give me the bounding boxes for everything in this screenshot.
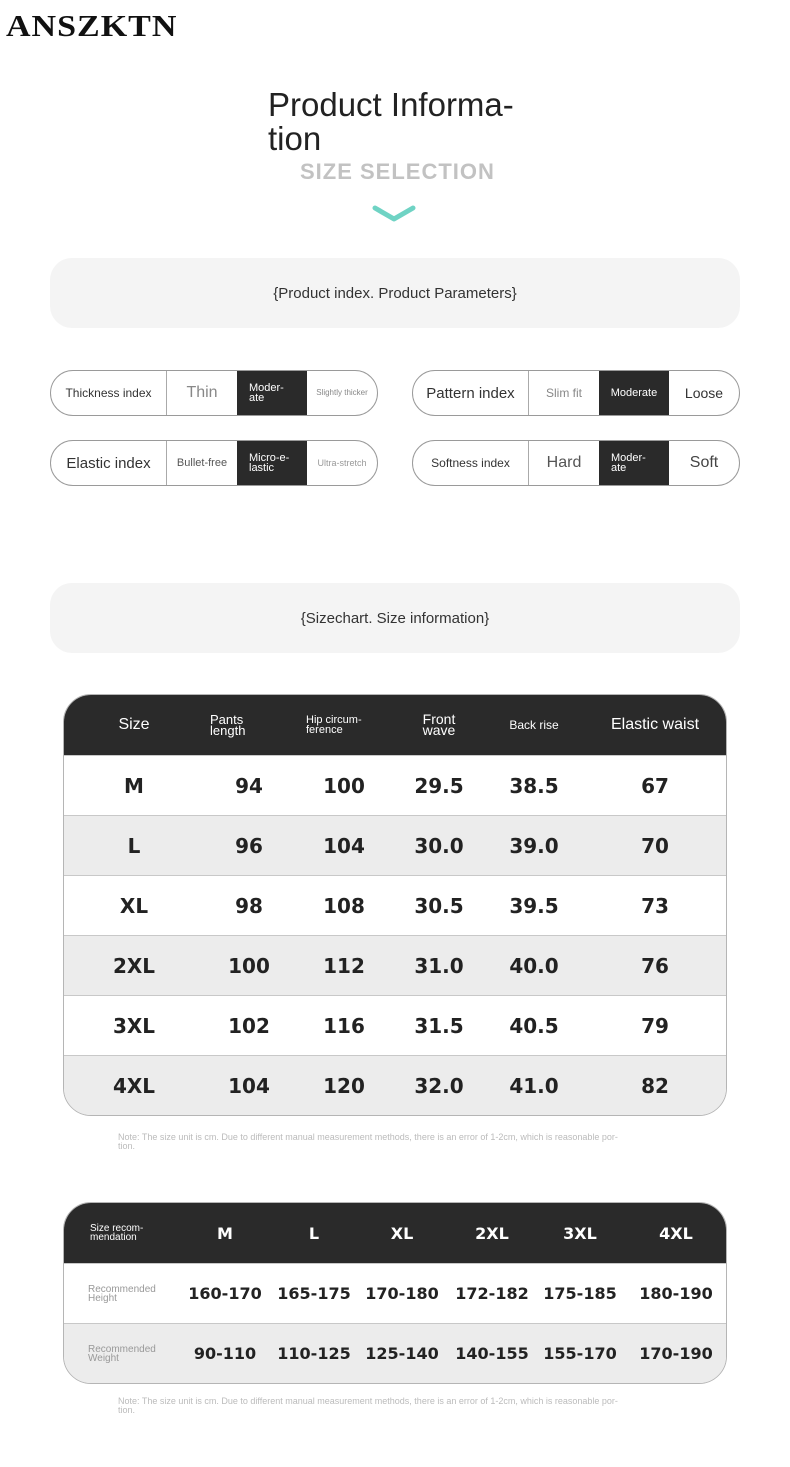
page-title: Product Informa- tion bbox=[268, 86, 514, 157]
cell-size: M bbox=[124, 773, 144, 798]
cell-size: 2XL bbox=[112, 953, 156, 978]
cell-size: 4XL bbox=[112, 1073, 156, 1098]
cell-elastic-waist: 82 bbox=[641, 1073, 669, 1098]
header-elastic-waist: Elastic waist bbox=[610, 716, 700, 733]
index-label: Softness index bbox=[413, 441, 529, 485]
cell-value: 165-175 bbox=[277, 1284, 351, 1303]
cell-hip-circumference: 116 bbox=[323, 1013, 365, 1038]
header-size: Size bbox=[118, 716, 150, 733]
table-header bbox=[64, 695, 726, 755]
measurement-note: Note: The size unit is cm. Due to different manual measurement methods, there is an error of 1-2cm, which is reasonable por- tion. bbox=[118, 1132, 618, 1151]
cell-front-wave: 29.5 bbox=[414, 773, 464, 798]
cell-elastic-waist: 67 bbox=[641, 773, 669, 798]
cell-value: 160-170 bbox=[188, 1284, 262, 1303]
index-option: Soft bbox=[689, 454, 719, 471]
cell-hip-circumference: 104 bbox=[323, 833, 365, 858]
index-option-selected: Moder- ate bbox=[599, 441, 669, 485]
table-row bbox=[64, 875, 726, 935]
table-row bbox=[64, 935, 726, 995]
table-header bbox=[64, 1203, 726, 1263]
table-row bbox=[64, 1263, 726, 1323]
table-row bbox=[64, 995, 726, 1055]
pattern-index-pill bbox=[412, 370, 740, 416]
cell-pants-length: 98 bbox=[235, 893, 263, 918]
header-4xl: 4XL bbox=[659, 1223, 693, 1243]
cell-front-wave: 31.0 bbox=[414, 953, 464, 978]
cell-back-rise: 40.0 bbox=[509, 953, 559, 978]
table-row bbox=[64, 755, 726, 815]
cell-value: 175-185 bbox=[543, 1284, 617, 1303]
cell-value: 110-125 bbox=[277, 1344, 351, 1363]
cell-hip-circumference: 120 bbox=[323, 1073, 365, 1098]
row-label: Recommended Weight bbox=[88, 1343, 156, 1364]
index-option: Loose bbox=[684, 385, 724, 401]
size-chart-table bbox=[63, 694, 727, 1116]
header-size-recommendation: Size recom- mendation bbox=[90, 1223, 144, 1243]
table-row bbox=[64, 815, 726, 875]
header-3xl: 3XL bbox=[563, 1223, 597, 1243]
header-back-rise: Back rise bbox=[509, 717, 559, 732]
cell-front-wave: 30.5 bbox=[414, 893, 464, 918]
cell-hip-circumference: 100 bbox=[323, 773, 365, 798]
cell-value: 155-170 bbox=[543, 1344, 617, 1363]
header-front-wave: Front wave bbox=[422, 711, 456, 738]
cell-back-rise: 39.5 bbox=[509, 893, 559, 918]
cell-pants-length: 100 bbox=[228, 953, 270, 978]
cell-front-wave: 31.5 bbox=[414, 1013, 464, 1038]
cell-size: L bbox=[127, 833, 141, 858]
index-option: Slim fit bbox=[546, 386, 582, 400]
header-2xl: 2XL bbox=[475, 1223, 509, 1243]
index-option: Slightly thicker bbox=[316, 388, 368, 397]
header-xl: XL bbox=[390, 1223, 414, 1243]
index-option-selected: Moderate bbox=[599, 371, 669, 415]
index-label: Thickness index bbox=[51, 371, 167, 415]
cell-back-rise: 41.0 bbox=[509, 1073, 559, 1098]
header-hip-circumference: Hip circum- ference bbox=[306, 714, 362, 736]
cell-pants-length: 104 bbox=[228, 1073, 270, 1098]
cell-pants-length: 94 bbox=[235, 773, 263, 798]
index-option: Ultra-stretch bbox=[317, 458, 367, 468]
index-option-selected: Micro-e- lastic bbox=[237, 441, 307, 485]
index-option-selected: Moder- ate bbox=[237, 371, 307, 415]
cell-front-wave: 30.0 bbox=[414, 833, 464, 858]
cell-value: 170-180 bbox=[365, 1284, 439, 1303]
cell-elastic-waist: 73 bbox=[641, 893, 669, 918]
size-recommendation-table bbox=[63, 1202, 727, 1384]
size-chart-banner: {Sizechart. Size information} bbox=[50, 583, 740, 653]
cell-hip-circumference: 112 bbox=[323, 953, 365, 978]
cell-value: 90-110 bbox=[193, 1344, 257, 1363]
softness-index-pill bbox=[412, 440, 740, 486]
header-l: L bbox=[308, 1223, 320, 1243]
cell-value: 172-182 bbox=[455, 1284, 529, 1303]
cell-value: 170-190 bbox=[639, 1344, 713, 1363]
elastic-index-pill bbox=[50, 440, 378, 486]
header-pants-length: Pants length bbox=[210, 712, 246, 738]
cell-value: 180-190 bbox=[639, 1284, 713, 1303]
header-m: M bbox=[217, 1223, 233, 1243]
cell-pants-length: 102 bbox=[228, 1013, 270, 1038]
cell-back-rise: 40.5 bbox=[509, 1013, 559, 1038]
cell-pants-length: 96 bbox=[235, 833, 263, 858]
index-option: Thin bbox=[186, 384, 218, 401]
cell-value: 140-155 bbox=[455, 1344, 529, 1363]
cell-front-wave: 32.0 bbox=[414, 1073, 464, 1098]
cell-back-rise: 38.5 bbox=[509, 773, 559, 798]
table-row bbox=[64, 1323, 726, 1383]
index-option: Hard bbox=[546, 454, 582, 471]
cell-size: XL bbox=[119, 893, 149, 918]
cell-size: 3XL bbox=[112, 1013, 156, 1038]
thickness-index-pill bbox=[50, 370, 378, 416]
cell-value: 125-140 bbox=[365, 1344, 439, 1363]
cell-elastic-waist: 76 bbox=[641, 953, 669, 978]
row-label: Recommended Height bbox=[88, 1283, 156, 1304]
cell-elastic-waist: 70 bbox=[641, 833, 669, 858]
chevron-down-icon bbox=[372, 204, 416, 224]
cell-hip-circumference: 108 bbox=[323, 893, 365, 918]
index-label: Pattern index bbox=[413, 371, 529, 415]
page-subtitle: SIZE SELECTION bbox=[300, 159, 495, 184]
brand-logo: ANSZKTN bbox=[6, 9, 178, 44]
measurement-note-2: Note: The size unit is cm. Due to different manual measurement methods, there is an error of 1-2cm, which is reasonable por- tion. bbox=[118, 1396, 618, 1415]
table-row bbox=[64, 1055, 726, 1115]
index-label: Elastic index bbox=[51, 441, 167, 485]
product-parameters-banner: {Product index. Product Parameters} bbox=[50, 258, 740, 328]
cell-back-rise: 39.0 bbox=[509, 833, 559, 858]
cell-elastic-waist: 79 bbox=[641, 1013, 669, 1038]
index-option: Bullet-free bbox=[176, 457, 228, 469]
